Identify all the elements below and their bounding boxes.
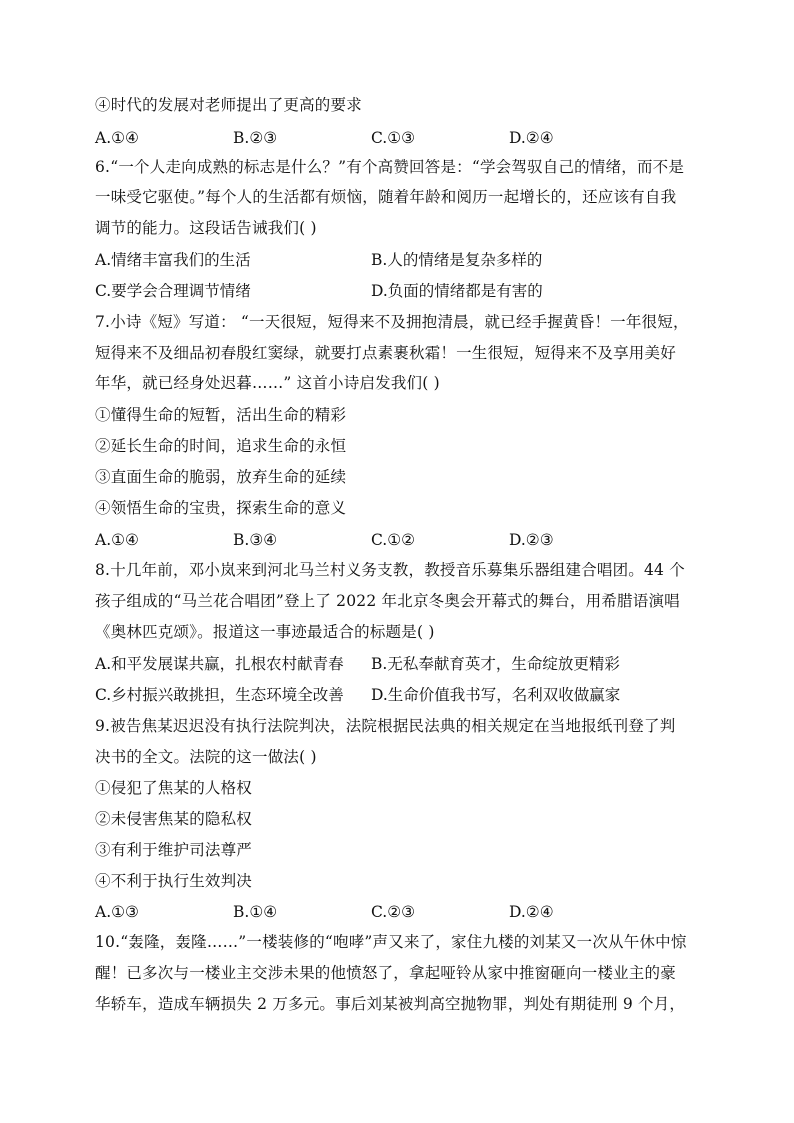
q8-stem-line-3: 《奥林匹克颂》。报道这一事迹最适合的标题是( ) [95,623,435,641]
q9-option-d[interactable]: D.②④ [509,903,554,921]
q5-option-a[interactable]: A.①④ [95,129,139,147]
q10-stem-line-2: 醒！已多次与一楼业主交涉未果的他愤怒了，拿起哑铃从家中推窗砸向一楼业主的豪 [95,964,676,982]
q6-stem-line-3: 调节的能力。这段话告诫我们( ) [95,219,317,237]
q6-stem-line-2: 一味受它驱使。”每个人的生活都有烦恼，随着年龄和阅历一起增长的，还应该有自我 [95,188,677,206]
q8-stem-line-1: 8.十几年前，邓小岚来到河北马兰村义务支教，教授音乐募集乐器组建合唱团。44 个 [95,561,685,579]
q7-option-c[interactable]: C.①② [371,531,416,549]
q9-statement-1: ①侵犯了焦某的人格权 [95,779,253,797]
q6-option-a[interactable]: A.情绪丰富我们的生活 [95,251,251,269]
q5-option-d[interactable]: D.②④ [509,129,554,147]
q7-option-b[interactable]: B.③④ [233,531,278,549]
q7-statement-1: ①懂得生命的短暂，活出生命的精彩 [95,406,347,424]
q7-option-d[interactable]: D.②③ [509,531,554,549]
q7-statement-4: ④领悟生命的宝贵，探索生命的意义 [95,499,347,517]
q9-stem-line-2: 决书的全文。法院的这一做法( ) [95,748,317,766]
q6-option-b[interactable]: B.人的情绪是复杂多样的 [371,251,543,269]
q7-statement-3: ③直面生命的脆弱，放弃生命的延续 [95,468,347,486]
q8-option-b[interactable]: B.无私奉献育英才，生命绽放更精彩 [371,655,620,673]
q7-stem-line-1: 7.小诗《短》写道： “一天很短，短得来不及拥抱清晨，就已经手握黄昏！一年很短， [95,313,689,331]
q10-stem-line-3: 华轿车，造成车辆损失 2 万多元。事后刘某被判高空抛物罪，判处有期徒刑 9 个月， [95,995,686,1013]
q9-option-a[interactable]: A.①③ [95,903,139,921]
q9-stem-line-1: 9.被告焦某迟迟没有执行法院判决，法院根据民法典的相关规定在当地报纸刊登了判 [95,717,676,735]
q8-option-a[interactable]: A.和平发展谋共赢，扎根农村献青春 [95,655,344,673]
q9-statement-4: ④不利于执行生效判决 [95,872,253,890]
q6-option-c[interactable]: C.要学会合理调节情绪 [95,282,251,300]
q10-stem-line-1: 10.“轰隆，轰隆……”一楼装修的“咆哮”声又来了，家住九楼的刘某又一次从午休中惊 [95,933,687,951]
q9-statement-2: ②未侵害焦某的隐私权 [95,810,253,828]
q5-option-b[interactable]: B.②③ [233,129,278,147]
q5-option-c[interactable]: C.①③ [371,129,416,147]
q9-statement-3: ③有利于维护司法尊严 [95,841,253,859]
q8-option-c[interactable]: C.乡村振兴敢挑担，生态环境全改善 [95,686,344,704]
q7-option-a[interactable]: A.①④ [95,531,139,549]
q7-stem-line-2: 短得来不及细品初春殷红窦绿，就要打点素裹秋霜！一生很短，短得来不及享用美好 [95,344,676,362]
q7-stem-line-3: 年华，就已经身处迟暮……” 这首小诗启发我们( ) [95,374,440,392]
q5-statement-4: ④时代的发展对老师提出了更高的要求 [95,96,362,114]
q8-option-d[interactable]: D.生命价值我书写，名利双收做赢家 [371,686,621,704]
q7-statement-2: ②延长生命的时间，追求生命的永恒 [95,437,347,455]
q9-option-c[interactable]: C.②③ [371,903,416,921]
q6-stem-line-1: 6.“一个人走向成熟的标志是什么？”有个高赞回答是：“学会驾驭自己的情绪，而不是 [95,158,685,176]
q8-stem-line-2: 孩子组成的“马兰花合唱团”登上了 2022 年北京冬奥会开幕式的舞台，用希腊语演唱 [95,592,680,610]
q9-option-b[interactable]: B.①④ [233,903,278,921]
q6-option-d[interactable]: D.负面的情绪都是有害的 [371,282,543,300]
